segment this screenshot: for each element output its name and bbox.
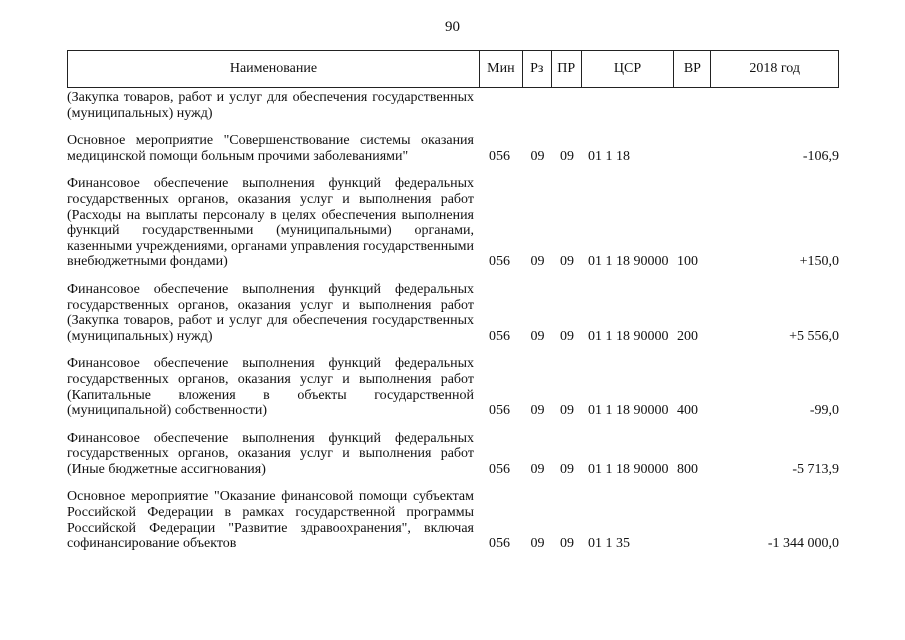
row-name: Основное мероприятие "Оказание финансовой помощи субъектам Российской Федерации в рамках государственной программы Российской Федерации "Развитие здравоохранения", включая софинансирование объектов [67, 489, 474, 552]
row-rz: 09 [530, 536, 545, 552]
row-vr: 400 [677, 403, 698, 419]
header-year: 2018 год [749, 61, 800, 76]
row-pr: 09 [560, 148, 574, 164]
row-csr: 01 1 18 90000 [588, 328, 669, 344]
row-rz: 09 [530, 403, 545, 419]
header-pr: ПР [552, 51, 582, 87]
row-rz: 09 [530, 328, 545, 344]
row-vr: 800 [677, 461, 698, 477]
row-vr: 100 [677, 254, 698, 270]
row-name: Финансовое обеспечение выполнения функций федеральных государственных органов, оказания услуг и выполнения работ (Расходы на выплаты персоналу в целях обеспечения выполнения функций государственными (муниципальными) органами, казенными учреждениями, органами управления государственными внебюджетными фондами) [67, 176, 474, 270]
row-min: 056 [489, 254, 510, 270]
table-row [67, 176, 839, 270]
row-amount: -106,9 [802, 148, 839, 164]
row-name: Основное мероприятие "Совершенствование системы оказания медицинской помощи больным прочими заболеваниями" [67, 133, 474, 164]
row-amount: +5 556,0 [789, 328, 839, 344]
header-vr: ВР [674, 51, 711, 87]
header-min: Мин [480, 51, 523, 87]
row-name: Финансовое обеспечение выполнения функций федеральных государственных органов, оказания услуг и выполнения работ (Капитальные вложения в объекты государственной (муниципальной) собственности) [67, 356, 474, 419]
row-amount: -1 344 000,0 [767, 536, 839, 552]
row-min: 056 [489, 536, 510, 552]
row-amount: -99,0 [809, 403, 839, 419]
row-amount: +150,0 [799, 254, 839, 270]
header-csr: ЦСР [582, 51, 675, 87]
header-name: Наименование [68, 51, 480, 87]
table-row [67, 489, 839, 551]
row-rz: 09 [530, 254, 545, 270]
row-csr: 01 1 18 90000 [588, 254, 669, 270]
row-min: 056 [489, 403, 510, 419]
row-csr: 01 1 18 90000 [588, 403, 669, 419]
row-pr: 09 [560, 536, 574, 552]
row-amount: -5 713,9 [792, 461, 839, 477]
row-pr: 09 [560, 254, 574, 270]
table-row [67, 90, 839, 121]
row-name: Финансовое обеспечение выполнения функций федеральных государственных органов, оказания услуг и выполнения работ (Закупка товаров, работ и услуг для обеспечения государственных (муниципальных) нужд) [67, 281, 474, 344]
table-body [67, 90, 839, 564]
row-pr: 09 [560, 461, 574, 477]
row-min: 056 [489, 148, 510, 164]
table-header [67, 50, 839, 88]
row-pr: 09 [560, 403, 574, 419]
header-rz: Рз [523, 51, 552, 87]
page-number: 90 [445, 19, 460, 35]
row-csr: 01 1 18 [588, 148, 630, 164]
row-min: 056 [489, 328, 510, 344]
row-name: (Закупка товаров, работ и услуг для обеспечения государственных (муниципальных) нужд) [67, 90, 474, 121]
table-row [67, 431, 839, 478]
table-row [67, 133, 839, 164]
table-row [67, 282, 839, 344]
row-min: 056 [489, 461, 510, 477]
row-rz: 09 [530, 148, 545, 164]
row-pr: 09 [560, 328, 574, 344]
row-csr: 01 1 18 90000 [588, 461, 669, 477]
table-row [67, 356, 839, 418]
row-name: Финансовое обеспечение выполнения функций федеральных государственных органов, оказания услуг и выполнения работ (Иные бюджетные ассигнования) [67, 430, 474, 477]
row-rz: 09 [530, 461, 545, 477]
row-vr: 200 [677, 328, 698, 344]
row-csr: 01 1 35 [588, 536, 630, 552]
